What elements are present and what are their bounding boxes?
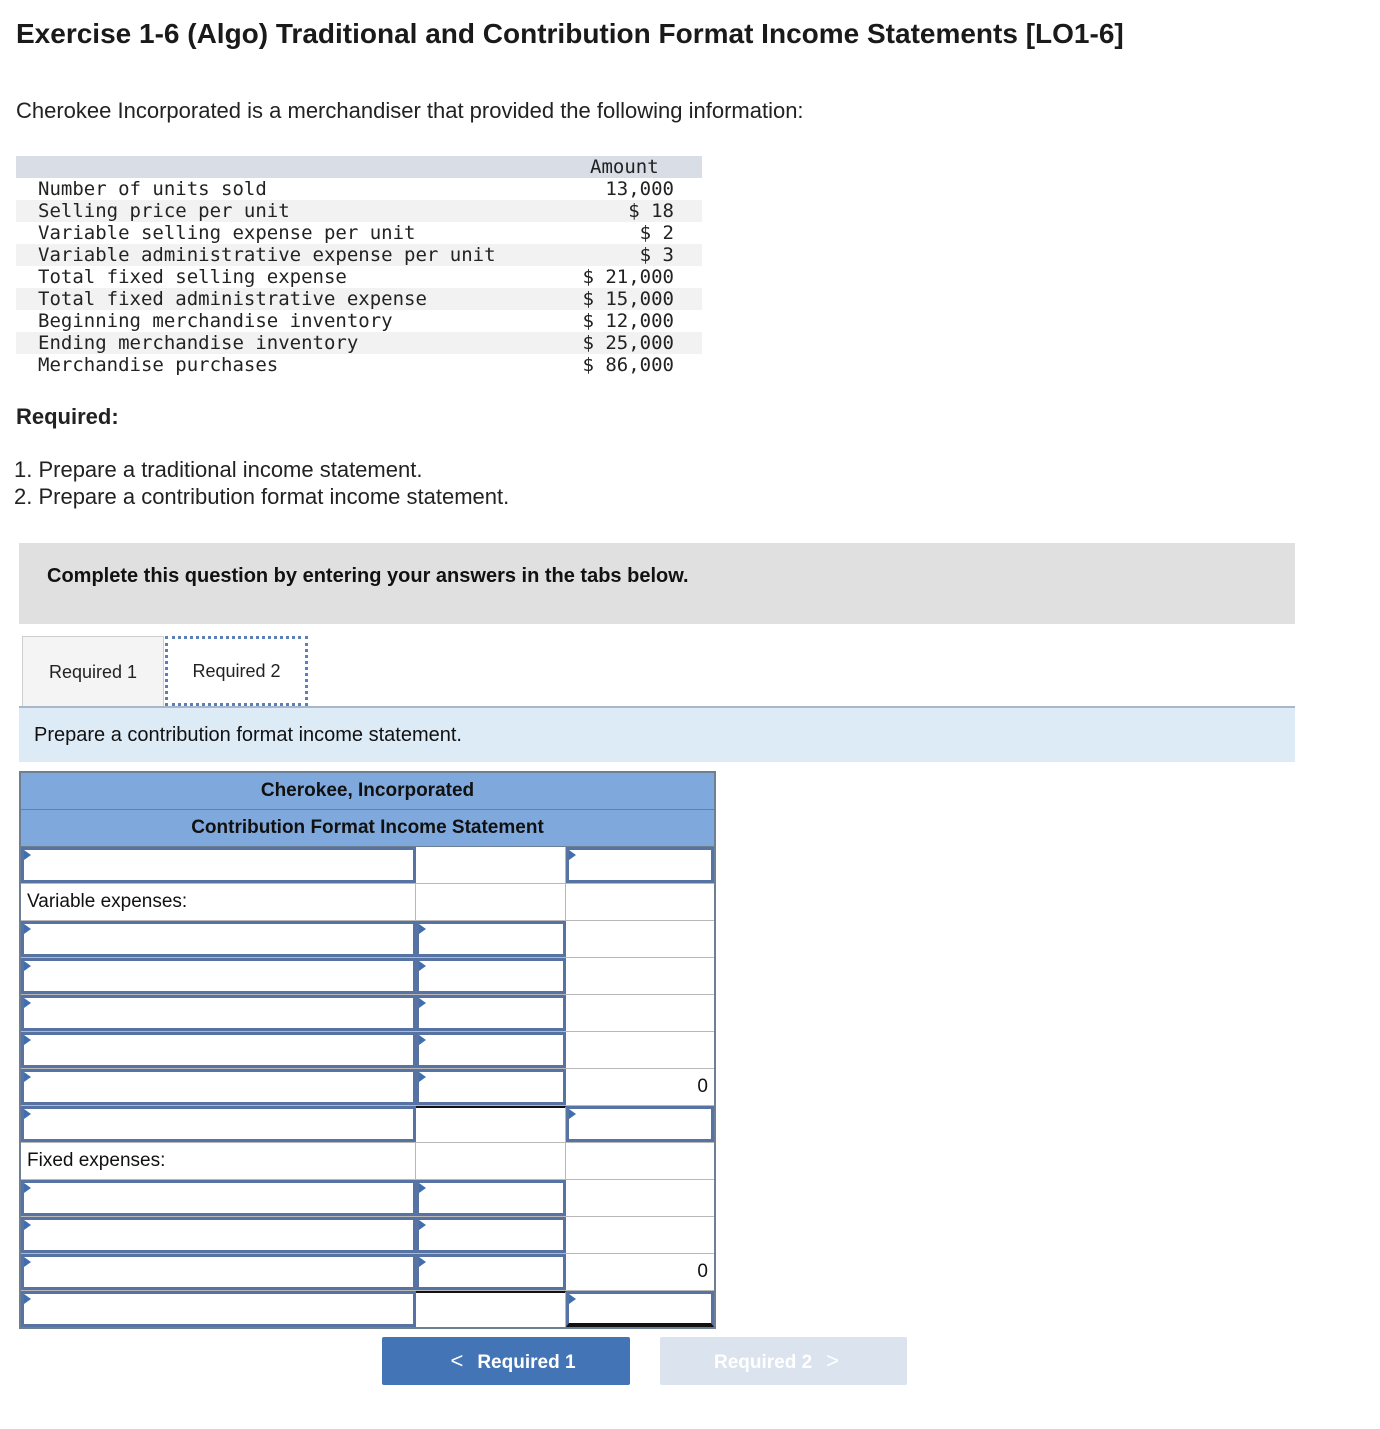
statement-row xyxy=(21,1180,714,1217)
amount-input[interactable] xyxy=(416,1032,566,1068)
info-label: Ending merchandise inventory xyxy=(38,332,359,354)
chevron-right-icon: > xyxy=(826,1348,840,1373)
info-table-header xyxy=(16,156,702,178)
info-value: $ 21,000 xyxy=(582,266,674,288)
amount-input[interactable] xyxy=(416,1254,566,1290)
info-row xyxy=(16,266,702,288)
info-label: Merchandise purchases xyxy=(38,354,279,376)
required-heading: Required: xyxy=(16,404,119,429)
info-row xyxy=(16,288,702,310)
info-value: $ 18 xyxy=(628,200,674,222)
chevron-left-icon: < xyxy=(450,1348,464,1373)
amount-cell xyxy=(416,1291,566,1327)
total-cell xyxy=(566,921,714,957)
amount-input[interactable] xyxy=(416,958,566,994)
label-dropdown[interactable] xyxy=(21,1106,416,1142)
tab-instruction-panel xyxy=(19,708,1295,762)
statement-row xyxy=(21,1291,714,1327)
total-cell xyxy=(566,1032,714,1068)
label-dropdown[interactable] xyxy=(21,1032,416,1068)
total-cell xyxy=(566,958,714,994)
statement-row xyxy=(21,958,714,995)
amount-input[interactable] xyxy=(416,921,566,957)
info-row xyxy=(16,332,702,354)
info-label: Variable administrative expense per unit xyxy=(38,244,496,266)
prev-required-1-button[interactable] xyxy=(382,1337,630,1385)
info-value: $ 12,000 xyxy=(582,310,674,332)
amount-cell xyxy=(416,1143,566,1179)
statement-row xyxy=(21,884,714,921)
variable-expenses-label: Variable expenses: xyxy=(21,884,416,920)
label-dropdown[interactable] xyxy=(21,1291,416,1327)
fixed-expenses-label: Fixed expenses: xyxy=(21,1143,416,1179)
total-cell xyxy=(566,1180,714,1216)
statement-row xyxy=(21,1217,714,1254)
instruction-banner xyxy=(19,543,1295,624)
amount-input[interactable] xyxy=(416,995,566,1031)
info-label: Total fixed administrative expense xyxy=(38,288,427,310)
statement-row xyxy=(21,847,714,884)
next-required-2-button[interactable] xyxy=(660,1337,907,1385)
info-row xyxy=(16,354,702,376)
info-row xyxy=(16,310,702,332)
info-value: $ 2 xyxy=(639,222,674,244)
info-label: Total fixed selling expense xyxy=(38,266,347,288)
variable-expenses-total: 0 xyxy=(697,1076,708,1097)
fixed-expenses-total: 0 xyxy=(697,1261,708,1282)
amount-cell xyxy=(416,847,566,883)
statement-title: Contribution Format Income Statement xyxy=(21,810,714,847)
info-label: Variable selling expense per unit xyxy=(38,222,416,244)
info-label: Beginning merchandise inventory xyxy=(38,310,393,332)
amount-cell xyxy=(416,884,566,920)
amount-input[interactable] xyxy=(416,1217,566,1253)
statement-row xyxy=(21,921,714,958)
prev-button-label: Required 1 xyxy=(477,1352,576,1373)
info-row xyxy=(16,200,702,222)
label-dropdown[interactable] xyxy=(21,1069,416,1105)
label-dropdown[interactable] xyxy=(21,921,416,957)
required-list xyxy=(14,456,509,510)
info-row xyxy=(16,244,702,266)
amount-input[interactable] xyxy=(416,1069,566,1105)
required-item: 1. Prepare a traditional income statement. xyxy=(14,457,423,482)
banner-text: Complete this question by entering your answers in the tabs below. xyxy=(47,565,689,587)
info-value: $ 15,000 xyxy=(582,288,674,310)
label-dropdown[interactable] xyxy=(21,1254,416,1290)
next-button-label: Required 2 xyxy=(713,1352,813,1373)
income-statement-grid xyxy=(19,771,716,1329)
statement-company-name: Cherokee, Incorporated xyxy=(21,773,714,810)
total-cell xyxy=(566,1217,714,1253)
label-dropdown[interactable] xyxy=(21,847,416,883)
label-dropdown[interactable] xyxy=(21,995,416,1031)
info-row xyxy=(16,222,702,244)
intro-text: Cherokee Incorporated is a merchandiser that provided the following information: xyxy=(16,98,804,123)
statement-row xyxy=(21,1032,714,1069)
statement-row xyxy=(21,1254,714,1291)
required-item: 2. Prepare a contribution format income statement. xyxy=(14,484,510,509)
info-label: Selling price per unit xyxy=(38,200,290,222)
label-dropdown[interactable] xyxy=(21,1217,416,1253)
label-dropdown[interactable] xyxy=(21,1180,416,1216)
statement-row xyxy=(21,1069,714,1106)
amount-column-header: Amount xyxy=(590,156,659,178)
info-value: $ 3 xyxy=(639,244,674,266)
amount-input[interactable] xyxy=(416,1180,566,1216)
label-dropdown[interactable] xyxy=(21,958,416,994)
info-row xyxy=(16,178,702,200)
page-title: Exercise 1-6 (Algo) Traditional and Contribution Format Income Statements [LO1-6] xyxy=(16,18,1124,49)
info-value: 13,000 xyxy=(605,178,674,200)
tab-instruction-text: Prepare a contribution format income statement. xyxy=(34,724,462,746)
total-cell xyxy=(566,1143,714,1179)
total-cell xyxy=(566,884,714,920)
total-input[interactable] xyxy=(566,1291,714,1327)
amount-cell xyxy=(416,1106,566,1142)
tab-required-2[interactable]: Required 2 xyxy=(165,636,308,706)
statement-row xyxy=(21,1143,714,1180)
info-value: $ 86,000 xyxy=(582,354,674,376)
info-label: Number of units sold xyxy=(38,178,267,200)
info-value: $ 25,000 xyxy=(582,332,674,354)
statement-row xyxy=(21,995,714,1032)
statement-row xyxy=(21,1106,714,1143)
tab-required-1[interactable]: Required 1 xyxy=(22,636,164,706)
info-table xyxy=(16,156,702,376)
total-cell xyxy=(566,995,714,1031)
total-input[interactable] xyxy=(566,1106,714,1142)
total-input[interactable] xyxy=(566,847,714,883)
